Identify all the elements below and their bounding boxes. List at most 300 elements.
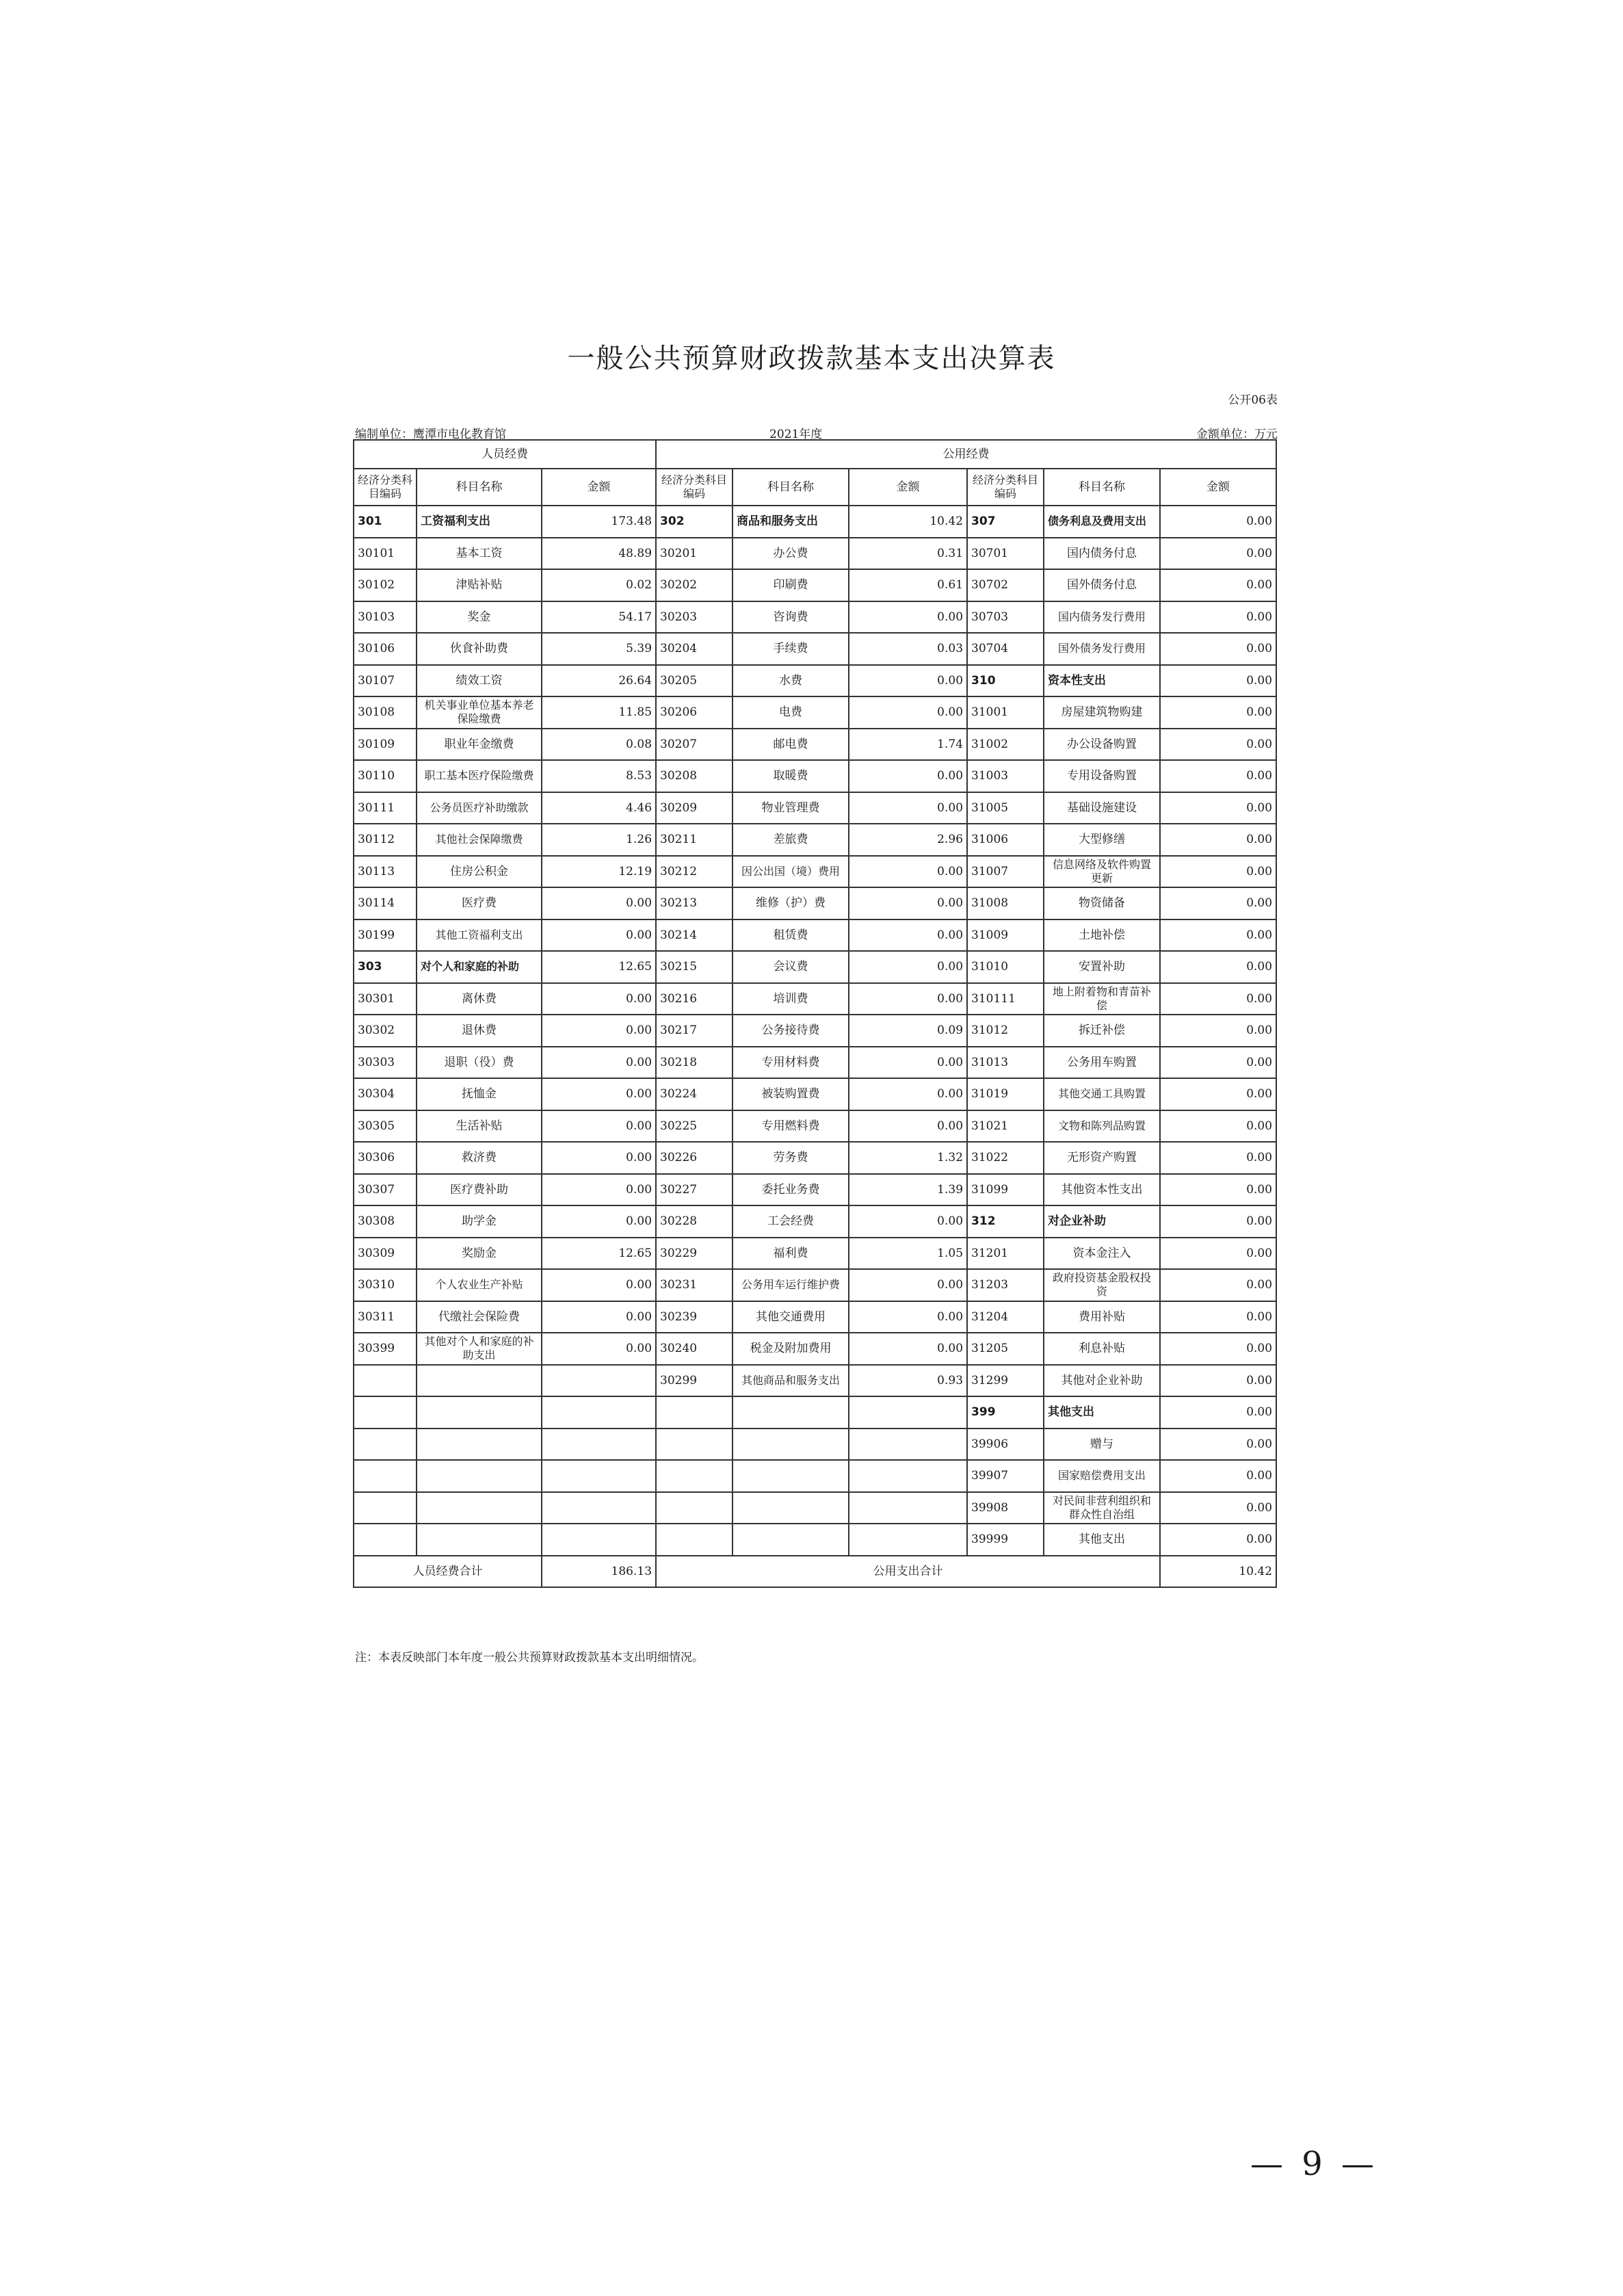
item-code: 30217	[656, 1015, 733, 1047]
item-code: 310111	[967, 983, 1044, 1015]
item-name: 因公出国（境）费用	[733, 856, 849, 888]
item-name: 基本工资	[417, 538, 542, 570]
item-amount: 0.00	[849, 665, 967, 697]
item-name: 医疗费	[417, 887, 542, 919]
item-name: 助学金	[417, 1205, 542, 1238]
item-amount: 12.65	[542, 951, 656, 983]
item-amount: 0.00	[1160, 538, 1276, 570]
item-name: 信息网络及软件购置更新	[1044, 856, 1160, 888]
item-code	[656, 1429, 733, 1461]
item-amount: 0.00	[1160, 696, 1276, 729]
item-code	[354, 1365, 417, 1397]
item-amount: 0.00	[542, 1174, 656, 1206]
item-name	[417, 1524, 542, 1556]
item-amount: 4.46	[542, 792, 656, 824]
item-code: 30239	[656, 1301, 733, 1333]
item-code: 30228	[656, 1205, 733, 1238]
item-amount: 0.00	[1160, 1142, 1276, 1174]
item-name: 公务用车购置	[1044, 1047, 1160, 1079]
item-amount: 0.93	[849, 1365, 967, 1397]
item-amount: 0.00	[542, 983, 656, 1015]
item-amount: 1.26	[542, 824, 656, 856]
page-number: — 9 —	[1250, 2145, 1379, 2183]
header-code: 经济分类科目编码	[656, 469, 733, 506]
item-name: 办公费	[733, 538, 849, 570]
item-amount: 5.39	[542, 633, 656, 665]
item-amount: 0.00	[542, 1269, 656, 1301]
item-name: 大型修缮	[1044, 824, 1160, 856]
table-row	[354, 1047, 1276, 1079]
item-amount: 0.00	[1160, 1015, 1276, 1047]
table-row	[354, 665, 1276, 697]
item-amount: 0.00	[1160, 1460, 1276, 1492]
item-code: 30306	[354, 1142, 417, 1174]
item-name: 职业年金缴费	[417, 729, 542, 761]
item-code: 30201	[656, 538, 733, 570]
item-code	[354, 1492, 417, 1524]
item-code: 30215	[656, 951, 733, 983]
item-code: 31022	[967, 1142, 1044, 1174]
item-amount: 0.00	[849, 983, 967, 1015]
item-name: 其他商品和服务支出	[733, 1365, 849, 1397]
item-amount: 0.00	[849, 856, 967, 888]
totals-row	[354, 1556, 1276, 1588]
item-code: 31019	[967, 1078, 1044, 1110]
item-code: 30208	[656, 760, 733, 792]
item-code: 31013	[967, 1047, 1044, 1079]
item-name: 住房公积金	[417, 856, 542, 888]
item-name: 其他资本性支出	[1044, 1174, 1160, 1206]
item-code	[354, 1460, 417, 1492]
item-code: 31205	[967, 1333, 1044, 1365]
public-total-value: 10.42	[1160, 1556, 1276, 1588]
item-name: 地上附着物和青苗补偿	[1044, 983, 1160, 1015]
item-code: 30310	[354, 1269, 417, 1301]
item-amount: 0.00	[1160, 1110, 1276, 1143]
item-name: 国内债务付息	[1044, 538, 1160, 570]
item-amount: 26.64	[542, 665, 656, 697]
table-row	[354, 1110, 1276, 1143]
item-code: 30308	[354, 1205, 417, 1238]
header-public: 公用经费	[656, 440, 1276, 469]
item-name: 公务员医疗补助缴款	[417, 792, 542, 824]
page-title: 一般公共预算财政拨款基本支出决算表	[567, 343, 1056, 374]
personnel-total-value: 186.13	[542, 1556, 656, 1588]
item-code: 31002	[967, 729, 1044, 761]
item-amount	[542, 1429, 656, 1461]
item-code: 30304	[354, 1078, 417, 1110]
item-code: 30111	[354, 792, 417, 824]
item-amount: 0.00	[1160, 919, 1276, 952]
item-code: 30102	[354, 569, 417, 601]
item-code: 31003	[967, 760, 1044, 792]
item-code: 30214	[656, 919, 733, 952]
item-code: 30207	[656, 729, 733, 761]
item-name: 国外债务付息	[1044, 569, 1160, 601]
item-name: 其他对个人和家庭的补助支出	[417, 1333, 542, 1365]
form-number: 公开06表	[1228, 393, 1278, 407]
table-row	[354, 1429, 1276, 1461]
item-name: 福利费	[733, 1238, 849, 1270]
item-amount: 0.00	[849, 1333, 967, 1365]
item-name	[733, 1396, 849, 1429]
item-code: 30702	[967, 569, 1044, 601]
item-code: 30226	[656, 1142, 733, 1174]
item-code: 30114	[354, 887, 417, 919]
item-amount: 0.00	[1160, 824, 1276, 856]
item-code: 31203	[967, 1269, 1044, 1301]
item-name: 培训费	[733, 983, 849, 1015]
table-row	[354, 1365, 1276, 1397]
item-code: 30110	[354, 760, 417, 792]
item-name: 绩效工资	[417, 665, 542, 697]
item-amount: 0.00	[849, 1301, 967, 1333]
item-code: 30216	[656, 983, 733, 1015]
item-name: 其他交通工具购置	[1044, 1078, 1160, 1110]
item-name: 维修（护）费	[733, 887, 849, 919]
item-amount: 0.00	[1160, 1047, 1276, 1079]
item-name: 公务用车运行维护费	[733, 1269, 849, 1301]
item-amount: 54.17	[542, 601, 656, 634]
item-name: 委托业务费	[733, 1174, 849, 1206]
item-amount: 0.61	[849, 569, 967, 601]
item-amount: 0.00	[849, 887, 967, 919]
item-name: 机关事业单位基本养老保险缴费	[417, 696, 542, 729]
item-code: 30218	[656, 1047, 733, 1079]
item-amount: 0.00	[1160, 1492, 1276, 1524]
item-name: 无形资产购置	[1044, 1142, 1160, 1174]
item-code: 30704	[967, 633, 1044, 665]
item-amount: 173.48	[542, 506, 656, 538]
item-name: 被装购置费	[733, 1078, 849, 1110]
table-row	[354, 506, 1276, 538]
item-name	[417, 1460, 542, 1492]
item-name: 其他交通费用	[733, 1301, 849, 1333]
item-name: 国外债务发行费用	[1044, 633, 1160, 665]
item-amount: 0.09	[849, 1015, 967, 1047]
item-code: 30106	[354, 633, 417, 665]
item-code: 30205	[656, 665, 733, 697]
item-name: 对企业补助	[1044, 1205, 1160, 1238]
item-name: 债务利息及费用支出	[1044, 506, 1160, 538]
item-amount: 0.00	[849, 1078, 967, 1110]
item-code: 31001	[967, 696, 1044, 729]
fiscal-year: 2021年度	[769, 428, 823, 441]
item-name	[417, 1396, 542, 1429]
item-amount: 0.00	[1160, 1269, 1276, 1301]
item-code: 30206	[656, 696, 733, 729]
item-name: 个人农业生产补贴	[417, 1269, 542, 1301]
item-code: 30108	[354, 696, 417, 729]
item-name: 电费	[733, 696, 849, 729]
item-code: 30302	[354, 1015, 417, 1047]
item-name: 生活补贴	[417, 1110, 542, 1143]
item-name: 专用设备购置	[1044, 760, 1160, 792]
item-amount: 0.00	[542, 1047, 656, 1079]
header-code: 经济分类科目编码	[354, 469, 417, 506]
item-code: 30204	[656, 633, 733, 665]
item-code: 39907	[967, 1460, 1044, 1492]
table-row	[354, 601, 1276, 634]
item-code: 30224	[656, 1078, 733, 1110]
item-code: 30399	[354, 1333, 417, 1365]
table-row	[354, 633, 1276, 665]
item-code: 30309	[354, 1238, 417, 1270]
item-code: 303	[354, 951, 417, 983]
item-name: 其他支出	[1044, 1396, 1160, 1429]
item-amount: 0.00	[849, 951, 967, 983]
item-name: 费用补贴	[1044, 1301, 1160, 1333]
table-row	[354, 538, 1276, 570]
item-name: 离休费	[417, 983, 542, 1015]
item-name	[417, 1365, 542, 1397]
item-code: 31204	[967, 1301, 1044, 1333]
item-name	[417, 1492, 542, 1524]
item-amount: 0.00	[849, 792, 967, 824]
item-name: 国内债务发行费用	[1044, 601, 1160, 634]
item-name: 津贴补贴	[417, 569, 542, 601]
item-code: 31007	[967, 856, 1044, 888]
table-row	[354, 951, 1276, 983]
item-code: 31010	[967, 951, 1044, 983]
table-note: 注：本表反映部门本年度一般公共预算财政拨款基本支出明细情况。	[355, 1651, 704, 1665]
table-row	[354, 1396, 1276, 1429]
item-code: 30703	[967, 601, 1044, 634]
item-code: 30113	[354, 856, 417, 888]
item-amount: 0.02	[542, 569, 656, 601]
header-personnel: 人员经费	[354, 440, 656, 469]
table-row	[354, 983, 1276, 1015]
item-amount: 0.00	[542, 1142, 656, 1174]
item-name: 救济费	[417, 1142, 542, 1174]
table-row	[354, 1174, 1276, 1206]
item-amount	[849, 1524, 967, 1556]
item-name: 物业管理费	[733, 792, 849, 824]
item-name: 其他社会保障缴费	[417, 824, 542, 856]
item-amount: 12.65	[542, 1238, 656, 1270]
table-row	[354, 569, 1276, 601]
item-amount: 0.00	[1160, 1396, 1276, 1429]
item-code: 31021	[967, 1110, 1044, 1143]
item-amount: 0.00	[1160, 665, 1276, 697]
item-amount: 0.00	[849, 1269, 967, 1301]
item-amount: 0.00	[849, 1205, 967, 1238]
item-name: 办公设备购置	[1044, 729, 1160, 761]
item-amount: 0.00	[542, 1205, 656, 1238]
item-amount: 0.00	[849, 919, 967, 952]
item-amount: 0.00	[1160, 569, 1276, 601]
item-code: 30225	[656, 1110, 733, 1143]
item-amount: 0.00	[1160, 506, 1276, 538]
item-name: 伙食补助费	[417, 633, 542, 665]
item-code	[656, 1460, 733, 1492]
item-code: 31201	[967, 1238, 1044, 1270]
item-name: 物资储备	[1044, 887, 1160, 919]
item-amount: 0.00	[1160, 1429, 1276, 1461]
table-row	[354, 1460, 1276, 1492]
item-code: 31006	[967, 824, 1044, 856]
table-row	[354, 1205, 1276, 1238]
item-amount: 0.03	[849, 633, 967, 665]
item-amount: 0.00	[1160, 729, 1276, 761]
item-name: 基础设施建设	[1044, 792, 1160, 824]
expenditure-table	[353, 439, 1277, 1588]
item-name: 文物和陈列品购置	[1044, 1110, 1160, 1143]
table-row	[354, 1078, 1276, 1110]
item-name: 对个人和家庭的补助	[417, 951, 542, 983]
item-amount	[542, 1492, 656, 1524]
table-row	[354, 760, 1276, 792]
item-name: 退休费	[417, 1015, 542, 1047]
item-amount: 0.00	[1160, 633, 1276, 665]
item-amount: 0.00	[849, 760, 967, 792]
item-code: 39906	[967, 1429, 1044, 1461]
item-name: 资本金注入	[1044, 1238, 1160, 1270]
item-name: 差旅费	[733, 824, 849, 856]
item-amount: 8.53	[542, 760, 656, 792]
table-row	[354, 696, 1276, 729]
table-row	[354, 1333, 1276, 1365]
item-code: 301	[354, 506, 417, 538]
table-row	[354, 824, 1276, 856]
item-amount: 0.00	[849, 601, 967, 634]
header-name: 科目名称	[733, 469, 849, 506]
item-amount: 0.31	[849, 538, 967, 570]
personnel-total-label: 人员经费合计	[354, 1556, 542, 1588]
item-name: 商品和服务支出	[733, 506, 849, 538]
item-amount: 2.96	[849, 824, 967, 856]
item-code: 30231	[656, 1269, 733, 1301]
item-amount	[849, 1460, 967, 1492]
item-code: 30303	[354, 1047, 417, 1079]
item-code: 30240	[656, 1333, 733, 1365]
table-row	[354, 1015, 1276, 1047]
compiling-unit: 编制单位：鹰潭市电化教育馆	[355, 428, 506, 441]
item-amount	[849, 1429, 967, 1461]
item-name: 手续费	[733, 633, 849, 665]
item-code: 31008	[967, 887, 1044, 919]
item-name: 取暖费	[733, 760, 849, 792]
item-name: 专用材料费	[733, 1047, 849, 1079]
item-code: 399	[967, 1396, 1044, 1429]
item-code: 30229	[656, 1238, 733, 1270]
item-code: 30112	[354, 824, 417, 856]
item-amount: 1.32	[849, 1142, 967, 1174]
item-code: 31099	[967, 1174, 1044, 1206]
table-row	[354, 1238, 1276, 1270]
item-amount: 0.00	[1160, 1078, 1276, 1110]
item-code: 30107	[354, 665, 417, 697]
item-amount: 0.00	[542, 1110, 656, 1143]
item-name: 工资福利支出	[417, 506, 542, 538]
item-amount	[542, 1460, 656, 1492]
item-code: 30301	[354, 983, 417, 1015]
item-code: 30211	[656, 824, 733, 856]
item-name: 租赁费	[733, 919, 849, 952]
item-code: 39999	[967, 1524, 1044, 1556]
item-amount: 0.00	[1160, 1524, 1276, 1556]
header-amount: 金额	[1160, 469, 1276, 506]
item-name: 邮电费	[733, 729, 849, 761]
item-code: 31005	[967, 792, 1044, 824]
item-code	[656, 1492, 733, 1524]
item-amount	[849, 1396, 967, 1429]
public-total-label: 公用支出合计	[656, 1556, 1160, 1588]
item-name: 劳务费	[733, 1142, 849, 1174]
table-row	[354, 729, 1276, 761]
item-amount: 1.39	[849, 1174, 967, 1206]
item-code: 307	[967, 506, 1044, 538]
item-name: 会议费	[733, 951, 849, 983]
item-name	[417, 1429, 542, 1461]
item-amount: 0.00	[849, 1110, 967, 1143]
item-amount: 10.42	[849, 506, 967, 538]
item-amount	[542, 1396, 656, 1429]
item-code	[354, 1396, 417, 1429]
header-name: 科目名称	[417, 469, 542, 506]
item-code: 30299	[656, 1365, 733, 1397]
item-name	[733, 1429, 849, 1461]
item-name: 医疗费补助	[417, 1174, 542, 1206]
item-code: 30701	[967, 538, 1044, 570]
item-name	[733, 1492, 849, 1524]
item-code: 30202	[656, 569, 733, 601]
item-code: 30199	[354, 919, 417, 952]
item-name: 对民间非营利组织和群众性自治组	[1044, 1492, 1160, 1524]
item-code: 31012	[967, 1015, 1044, 1047]
item-code: 30227	[656, 1174, 733, 1206]
header-amount: 金额	[542, 469, 656, 506]
table-row	[354, 887, 1276, 919]
item-amount	[542, 1524, 656, 1556]
item-code: 310	[967, 665, 1044, 697]
item-amount: 0.00	[1160, 792, 1276, 824]
item-code: 30212	[656, 856, 733, 888]
item-amount: 0.00	[542, 919, 656, 952]
item-code: 30101	[354, 538, 417, 570]
item-name: 公务接待费	[733, 1015, 849, 1047]
item-amount: 12.19	[542, 856, 656, 888]
item-name: 其他对企业补助	[1044, 1365, 1160, 1397]
table-row	[354, 1492, 1276, 1524]
item-amount	[849, 1492, 967, 1524]
item-amount: 0.00	[1160, 1205, 1276, 1238]
header-code: 经济分类科目编码	[967, 469, 1044, 506]
item-name: 水费	[733, 665, 849, 697]
item-name: 土地补偿	[1044, 919, 1160, 952]
item-amount: 0.00	[1160, 1301, 1276, 1333]
item-name: 拆迁补偿	[1044, 1015, 1160, 1047]
item-amount: 0.00	[1160, 601, 1276, 634]
item-amount: 0.00	[1160, 760, 1276, 792]
item-code: 30203	[656, 601, 733, 634]
item-name: 专用燃料费	[733, 1110, 849, 1143]
item-code: 30103	[354, 601, 417, 634]
item-name: 利息补贴	[1044, 1333, 1160, 1365]
item-name: 印刷费	[733, 569, 849, 601]
item-amount: 1.05	[849, 1238, 967, 1270]
table-row	[354, 856, 1276, 888]
table-row	[354, 1269, 1276, 1301]
item-code: 30311	[354, 1301, 417, 1333]
item-code	[656, 1524, 733, 1556]
header-amount: 金额	[849, 469, 967, 506]
header-name: 科目名称	[1044, 469, 1160, 506]
item-amount: 0.00	[849, 1047, 967, 1079]
item-amount: 0.00	[1160, 951, 1276, 983]
item-name: 税金及附加费用	[733, 1333, 849, 1365]
item-amount: 0.00	[1160, 887, 1276, 919]
